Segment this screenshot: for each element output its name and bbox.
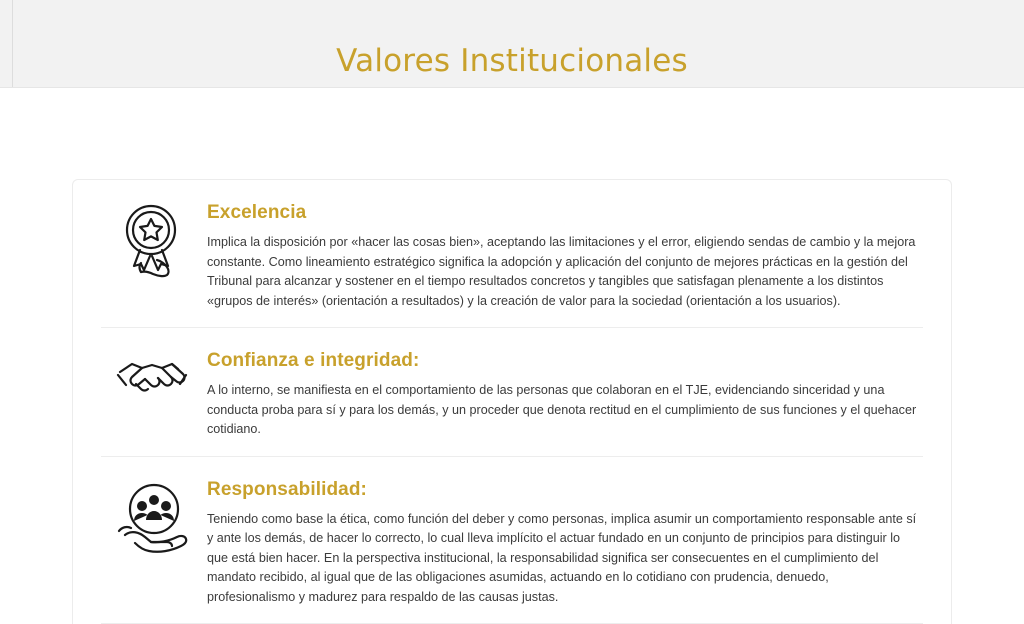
value-text-confianza xyxy=(207,350,923,440)
value-title: Excelencia xyxy=(207,202,919,224)
handshake-icon xyxy=(101,350,207,402)
page-title: Valores Institucionales xyxy=(0,43,1024,79)
medal-star-hand-icon xyxy=(101,202,207,278)
value-body: Implica la disposición por «hacer las cosas bien», aceptando las limitaciones y el error, eligiendo sendas de cambio y la mejora constante. Como lineamiento estratégico significa la adopción y aplicación del conjunto de mejores prácticas en la gestión del Tribunal para alcanzar y sostener en el tiempo resultados concretos y tangibles que satisfagan plenamente a los distintos «grupos de interés» (orientación a resultados) y la creación de valor para la sociedad (orientación a los usuarios). xyxy=(207,233,919,311)
value-title: Responsabilidad: xyxy=(207,479,919,501)
value-item-responsabilidad xyxy=(101,457,923,624)
group-people-hand-icon xyxy=(101,479,207,553)
value-body: Teniendo como base la ética, como función del deber y como personas, implica asumir un comportamiento responsable ante sí y ante los demás, de hacer lo correcto, lo cual lleva implícito el actuar fundado en un conjunto de principios para distinguir lo que está bien hacer. En la perspectiva institucional, la responsabilidad significa ser consecuentes en el cumplimiento del mandato recibido, al igual que de las obligaciones asumidas, actuando en lo cotidiano con prudencia, denuedo, profesionalismo y madurez para respaldo de las causas justas. xyxy=(207,510,919,608)
value-item-excelencia xyxy=(101,180,923,328)
page-header xyxy=(0,0,1024,88)
value-body: A lo interno, se manifiesta en el comportamiento de las personas que colaboran en el TJE, evidenciando sinceridad y una conducta proba para sí y para los demás, y un proceder que denota rectitud en el cumplimiento de sus funciones y el quehacer cotidiano. xyxy=(207,381,919,440)
value-text-excelencia xyxy=(207,202,923,311)
values-card xyxy=(72,179,952,624)
value-title: Confianza e integridad: xyxy=(207,350,919,372)
value-text-responsabilidad xyxy=(207,479,923,608)
value-item-confianza xyxy=(101,328,923,457)
